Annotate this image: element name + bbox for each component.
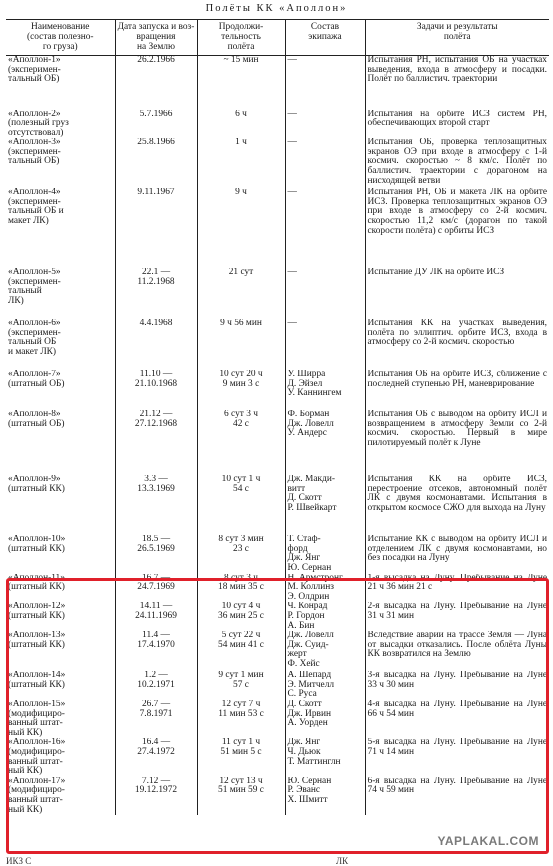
flight-duration: 57 с — [233, 679, 249, 690]
flight-duration-cell — [197, 738, 285, 776]
crew-member: Ч. Дьюк — [287, 746, 321, 757]
table-row — [6, 138, 549, 188]
flight-name-cell — [6, 56, 115, 110]
crew-member: Ч. Конрад — [287, 602, 328, 612]
launch-date: 4.4.1968 — [139, 319, 173, 329]
flight-tasks-cell — [365, 56, 549, 110]
crew-member-cell — [285, 777, 365, 815]
flight-name: тальный — [8, 286, 42, 297]
flight-tasks-cell — [365, 188, 549, 268]
crew-member: Э. Митчелл — [287, 679, 335, 690]
table-row — [6, 535, 549, 573]
flight-name-cell — [6, 319, 115, 370]
crew-member: — — [287, 55, 297, 65]
header-date — [115, 20, 197, 56]
crew-member-cell — [285, 700, 365, 738]
flight-duration-cell — [197, 602, 285, 631]
launch-date: 11.2.1968 — [137, 276, 175, 287]
flight-name: тальный ОБ) — [8, 74, 60, 85]
flight-name: (штатный ОБ) — [8, 418, 65, 429]
table-row — [6, 602, 549, 631]
flight-tasks: 3-я высадка на Луну. Пребывание на Луне 33 ч 30 мин — [367, 671, 547, 690]
crew-member-cell — [285, 56, 365, 110]
flight-duration-cell — [197, 574, 285, 603]
launch-date: 19.12.1972 — [134, 785, 178, 796]
launch-date: 16.7 — — [141, 573, 171, 583]
flight-duration: 42 с — [233, 418, 249, 429]
flight-name: ванный штат- — [8, 718, 63, 729]
flight-name-cell — [6, 738, 115, 776]
flight-name: (штатный КК) — [8, 543, 65, 554]
table-row — [6, 56, 549, 110]
flight-duration: 11 сут 1 ч — [221, 738, 261, 748]
header-date-line: Дата запуска и воз- — [117, 22, 195, 32]
crew-member: Р. Швейкарт — [287, 503, 337, 514]
flight-name: «Аполлон-10» — [8, 535, 66, 545]
flight-name: «Аполлон-2» — [8, 109, 61, 119]
crew-member-cell — [285, 188, 365, 268]
crew-member: Дж. Янг — [287, 738, 321, 748]
flight-tasks-cell — [365, 535, 549, 573]
flight-name: ный КК) — [8, 766, 43, 777]
flight-name: «Аполлон-13» — [8, 631, 66, 641]
crew-member: Ф. Хейс — [287, 659, 320, 669]
launch-date-cell — [115, 574, 197, 603]
flight-duration-cell — [197, 138, 285, 188]
flight-name: (эксперимен- — [8, 146, 61, 157]
table-row — [6, 475, 549, 535]
crew-member: Дж. Янг — [287, 553, 321, 564]
crew-member: У. Ширра — [287, 370, 326, 380]
flight-duration: 9 мин 3 с — [222, 378, 260, 389]
flight-name-cell — [6, 700, 115, 738]
header-name-line: (состав полезно- — [26, 32, 94, 42]
flight-name: «Аполлон-1» — [8, 55, 61, 65]
flight-name-cell — [6, 138, 115, 188]
crew-member: А. Шепард — [287, 671, 332, 681]
header-crew-line: экипажа — [308, 32, 342, 42]
flight-duration: ~ 15 мин — [223, 55, 259, 65]
flight-name: «Аполлон-9» — [8, 475, 61, 485]
launch-date: 1.2 — — [144, 671, 168, 681]
crew-member: Т. Стаф- — [287, 535, 321, 545]
crew-member: Дж. Суид- — [287, 639, 329, 650]
crew-member-cell — [285, 110, 365, 139]
flight-duration: 36 мин 25 с — [218, 611, 264, 622]
flight-duration: 51 мин 5 с — [220, 746, 262, 757]
flight-name: (штатный КК) — [8, 483, 65, 494]
launch-date: 26.2.1966 — [137, 55, 175, 65]
flight-name: (эксперимен- — [8, 64, 61, 75]
crew-member: А. Бин — [287, 620, 315, 631]
table-row — [6, 738, 549, 776]
header-crew — [285, 20, 365, 56]
flight-duration: 9 сут 1 мин — [218, 671, 264, 681]
flight-name: ванный штат- — [8, 794, 63, 805]
flight-tasks: Вследствие аварии на трассе Земля — Луна от высадки отказались. После облёта Луны КК возвратился на Землю — [367, 631, 547, 660]
flight-name: ЛК) — [8, 296, 24, 307]
flight-name: (модифициро- — [8, 746, 65, 757]
launch-date-cell — [115, 56, 197, 110]
launch-date: 26.5.1969 — [137, 543, 175, 554]
flight-duration: 10 сут 1 ч — [221, 475, 261, 485]
header-tasks-line: Задачи и результаты — [416, 22, 498, 32]
flight-name: «Аполлон-8» — [8, 410, 61, 420]
crew-member-cell — [285, 535, 365, 573]
flight-duration: 11 мин 53 с — [218, 708, 264, 719]
flight-duration: 12 сут 13 ч — [219, 776, 263, 786]
crew-member: Д. Скотт — [287, 700, 322, 709]
flight-tasks-cell — [365, 268, 549, 319]
table-row — [6, 574, 549, 603]
crew-member: Д. Эйзел — [287, 378, 323, 389]
flight-tasks-cell — [365, 631, 549, 671]
crew-member-cell — [285, 370, 365, 410]
flight-tasks: 5-я высадка на Луну. Пребывание на Луне 71 ч 14 мин — [367, 738, 547, 757]
flight-name-cell — [6, 535, 115, 573]
launch-date: 7.12 — — [141, 776, 171, 786]
flight-tasks-cell — [365, 319, 549, 370]
crew-member: Ю. Сернан — [287, 776, 332, 786]
flight-duration: 54 с — [233, 483, 249, 494]
flight-name: (штатный КК) — [8, 582, 65, 593]
flight-name: «Аполлон-15» — [8, 700, 66, 709]
flight-name: «Аполлон-17» — [8, 776, 66, 786]
flight-duration-cell — [197, 268, 285, 319]
header-tasks — [365, 20, 549, 56]
flight-name: (штатный ОБ) — [8, 378, 65, 389]
crew-member: У. Андерс — [287, 428, 327, 439]
launch-date-cell — [115, 319, 197, 370]
table-row — [6, 370, 549, 410]
crew-member: Э. Олдрин — [287, 591, 330, 602]
launch-date-cell — [115, 602, 197, 631]
launch-date-cell — [115, 777, 197, 815]
flight-name: «Аполлон-4» — [8, 188, 61, 198]
crew-member: — — [287, 319, 297, 329]
table-row — [6, 188, 549, 268]
header-duration — [197, 20, 285, 56]
header-duration-line: Продолжи- — [218, 22, 264, 32]
header-duration-line: полёта — [227, 42, 255, 52]
flight-name: «Аполлон-6» — [8, 319, 61, 329]
footer-right: ЛК — [336, 856, 349, 866]
launch-date-cell — [115, 370, 197, 410]
flight-name-cell — [6, 110, 115, 139]
launch-date-cell — [115, 535, 197, 573]
launch-date: 27.12.1968 — [134, 418, 178, 429]
flight-name: отсутствовал) — [8, 127, 64, 138]
flight-tasks: Испытания ОБ на орбите ИСЗ, сближение с последней ступенью РН, маневрирование — [367, 370, 547, 389]
flight-tasks-cell — [365, 475, 549, 535]
table-row — [6, 631, 549, 671]
table-row — [6, 268, 549, 319]
launch-date-cell — [115, 671, 197, 700]
flight-name-cell — [6, 631, 115, 671]
flight-tasks-cell — [365, 138, 549, 188]
flight-duration: 1 ч — [235, 138, 247, 148]
header-duration-line: тельность — [221, 32, 261, 42]
flight-duration-cell — [197, 319, 285, 370]
flight-name: (модифициро- — [8, 785, 65, 796]
launch-date-cell — [115, 700, 197, 738]
flight-name-cell — [6, 777, 115, 815]
flight-tasks: 1-я высадка на Луну. Пребывание на Луне 21 ч 36 мин 21 с — [367, 573, 547, 593]
flight-tasks-cell — [365, 777, 549, 815]
crew-member: А. Уорден — [287, 718, 328, 729]
flight-duration-cell — [197, 777, 285, 815]
flight-duration: 10 сут 20 ч — [219, 370, 263, 380]
crew-member-cell — [285, 738, 365, 776]
flight-tasks-cell — [365, 700, 549, 738]
flight-duration: 6 ч — [235, 109, 247, 119]
header-date-line: на Землю — [137, 42, 175, 52]
flight-tasks: Испытания КК на участках выведения, полёта по эллиптич. орбите ИСЗ, входа в атмосферу со 2-й космич. скоростью — [367, 319, 547, 348]
flight-duration-cell — [197, 671, 285, 700]
flight-name: ванный штат- — [8, 756, 63, 767]
launch-date-cell — [115, 110, 197, 139]
crew-member: витт — [287, 483, 306, 494]
crew-member: Дж. Макди- — [287, 475, 336, 485]
crew-member: Т. Маттинглн — [287, 756, 341, 767]
flight-tasks: Испытания РН, испытания ОБ на участках выведения, входа в атмосферу и посадки. Полёт по баллистич. траектории — [367, 55, 547, 85]
flight-name-cell — [6, 370, 115, 410]
flight-duration: 5 сут 22 ч — [221, 631, 261, 641]
flight-tasks: Испытания РН, ОБ и макета ЛК на орбите ИСЗ. Проверка теплозащитных экранов ОЭ при входе в атмосферу со 2-й космич. скоростью 11,2 км/с (дорагон по такой скорости полёта) с орбиты ИСЗ — [367, 188, 547, 236]
crew-member: — — [287, 188, 297, 198]
footer-left: ИКЗ С — [6, 856, 32, 866]
crew-member-cell — [285, 602, 365, 631]
flight-duration: 23 с — [233, 543, 249, 554]
header-name-line: Наименование — [31, 22, 90, 32]
flight-name: макет ЛК) — [8, 216, 49, 227]
launch-date-cell — [115, 268, 197, 319]
flight-name: ный КК) — [8, 727, 43, 738]
crew-member: — — [287, 109, 297, 119]
launch-date: 21.12 — — [139, 410, 173, 420]
flight-name: (штатный КК) — [8, 639, 65, 650]
launch-date: 21.10.1968 — [134, 378, 178, 389]
flight-name: (полезный груз — [8, 118, 69, 129]
crew-member: Р. Эванс — [287, 785, 321, 796]
crew-member: жерт — [287, 649, 307, 660]
crew-member: форд — [287, 543, 308, 554]
table-row — [6, 319, 549, 370]
crew-member: Х. Шмитт — [287, 794, 328, 805]
flight-name: «Аполлон-5» — [8, 268, 61, 278]
flight-duration: 18 мин 35 с — [218, 582, 264, 593]
flight-name: «Аполлон-12» — [8, 602, 66, 612]
flight-tasks: Испытания ОБ, проверка теплозащитных экранов ОЭ при входе в атмосферу с 1-й космич. скоростью ~ 8 км/с. Полёт по баллистич. траектории с дорагоном на нисходящей ветви — [367, 138, 547, 186]
crew-member: Ф. Борман — [287, 410, 330, 420]
flight-duration-cell — [197, 370, 285, 410]
launch-date: 3.3 — — [144, 475, 168, 485]
flight-name: тальный ОБ — [8, 337, 57, 348]
launch-date: 16.4 — — [141, 738, 171, 748]
header-name — [6, 20, 115, 56]
page-title: Полёты КК «Аполлон» — [205, 3, 348, 14]
crew-member: Н. Армстронг — [287, 573, 343, 583]
flight-tasks: 6-я высадка на Луну. Пребывание на Луне 74 ч 59 мин — [367, 776, 547, 796]
table-header-row — [6, 20, 549, 56]
flight-tasks-cell — [365, 738, 549, 776]
launch-date: 18.5 — — [141, 535, 171, 545]
flight-duration: 6 сут 3 ч — [224, 410, 258, 420]
launch-date: 11.4 — — [142, 631, 170, 641]
crew-member-cell — [285, 475, 365, 535]
flight-duration: 51 мин 59 с — [218, 785, 264, 796]
flight-tasks: Испытания на орбите ИСЗ систем РН, обеспечивающих второй старт — [367, 109, 547, 129]
launch-date-cell — [115, 138, 197, 188]
flight-name: ный КК) — [8, 804, 43, 815]
flight-name: тальный ОБ) — [8, 156, 60, 167]
table-body — [6, 56, 549, 816]
flight-duration-cell — [197, 56, 285, 110]
flight-name: (модифициро- — [8, 708, 65, 719]
launch-date: 5.7.1966 — [139, 109, 173, 119]
flight-name: «Аполлон-11» — [8, 573, 65, 583]
launch-date-cell — [115, 410, 197, 475]
apollo-flights-table — [6, 19, 549, 815]
crew-member: М. Коллинз — [287, 582, 334, 593]
flight-name-cell — [6, 268, 115, 319]
launch-date-cell — [115, 188, 197, 268]
flight-name: (эксперимен- — [8, 276, 61, 287]
launch-date: 24.11.1969 — [135, 611, 177, 622]
flight-tasks: Испытания ОБ с выводом на орбиту ИСЛ и возвращением в атмосферу Земли со 2-й космич. скоростью. Первый в мире пилотируемый полёт к Луне — [367, 410, 547, 449]
crew-member: Ю. Сернан — [287, 563, 332, 574]
crew-member-cell — [285, 574, 365, 603]
flight-duration: 9 ч 56 мин — [220, 319, 262, 329]
flight-name: (эксперимен- — [8, 327, 61, 338]
crew-member-cell — [285, 631, 365, 671]
launch-date: 17.4.1970 — [137, 639, 175, 650]
crew-member-cell — [285, 410, 365, 475]
launch-date-cell — [115, 475, 197, 535]
flight-name-cell — [6, 188, 115, 268]
flight-name: (штатный КК) — [8, 679, 65, 690]
flight-name: и макет ЛК) — [8, 347, 57, 358]
table-row — [6, 410, 549, 475]
crew-member-cell — [285, 138, 365, 188]
crew-member: Дж. Ловелл — [287, 631, 334, 641]
crew-member: У. Каннингем — [287, 388, 342, 399]
flight-tasks: 2-я высадка на Луну. Пребывание на Луне 31 ч 31 мин — [367, 602, 547, 622]
header-name-line: го груза) — [42, 42, 78, 52]
flight-tasks-cell — [365, 671, 549, 700]
flight-name-cell — [6, 410, 115, 475]
watermark: YAPLAKAL.COM — [437, 834, 539, 848]
crew-member: Д. Скотт — [287, 493, 322, 504]
flight-duration: 12 сут 7 ч — [221, 700, 261, 709]
crew-member: — — [287, 268, 297, 278]
table-row — [6, 700, 549, 738]
launch-date: 26.7 — — [141, 700, 171, 709]
flight-name: (штатный КК) — [8, 611, 65, 622]
launch-date-cell — [115, 631, 197, 671]
launch-date: 22.1 — — [141, 268, 171, 278]
flight-duration: 21 сут — [228, 268, 254, 278]
flight-duration-cell — [197, 535, 285, 573]
flight-duration-cell — [197, 410, 285, 475]
header-tasks-line: полёта — [443, 32, 471, 42]
flight-name-cell — [6, 574, 115, 603]
flight-duration-cell — [197, 475, 285, 535]
flight-tasks: 4-я высадка на Луну. Пребывание на Луне 66 ч 54 мин — [367, 700, 547, 719]
crew-member: Дж. Ловелл — [287, 418, 334, 429]
flight-duration: 54 мин 41 с — [218, 639, 264, 650]
launch-date: 10.2.1971 — [137, 679, 175, 690]
launch-date: 14.11 — — [139, 602, 173, 612]
flight-tasks-cell — [365, 110, 549, 139]
launch-date: 13.3.1969 — [137, 483, 175, 494]
flight-tasks-cell — [365, 574, 549, 603]
table-row — [6, 671, 549, 700]
flight-duration-cell — [197, 700, 285, 738]
header-crew-line: Состав — [310, 22, 340, 32]
flight-name: тальный ОБ и — [8, 206, 64, 217]
flight-name-cell — [6, 475, 115, 535]
flight-name: «Аполлон-3» — [8, 138, 61, 148]
launch-date: 11.10 — — [139, 370, 173, 380]
header-date-line: вращения — [136, 32, 176, 42]
flight-name: «Аполлон-16» — [8, 738, 66, 748]
crew-member-cell — [285, 319, 365, 370]
crew-member: Р. Гордон — [287, 611, 325, 622]
flight-name-cell — [6, 602, 115, 631]
flight-duration: 8 сут 3 мин — [218, 535, 264, 545]
flight-name: «Аполлон-14» — [8, 671, 66, 681]
crew-member: — — [287, 138, 297, 148]
flight-duration: 8 сут 3 ч — [224, 573, 258, 583]
flight-name-cell — [6, 671, 115, 700]
launch-date-cell — [115, 738, 197, 776]
launch-date: 24.7.1969 — [137, 582, 175, 593]
launch-date: 9.11.1967 — [137, 188, 175, 198]
launch-date: 7.8.1971 — [139, 708, 173, 719]
table-row — [6, 110, 549, 139]
flight-tasks: Испытание ДУ ЛК на орбите ИСЗ — [367, 268, 505, 278]
flight-duration: 10 сут 4 ч — [221, 602, 261, 612]
flight-name: (эксперимен- — [8, 196, 61, 207]
launch-date: 25.8.1966 — [137, 138, 175, 148]
crew-member: Дж. Ирвин — [287, 708, 331, 719]
crew-member-cell — [285, 671, 365, 700]
flight-tasks-cell — [365, 602, 549, 631]
table-row — [6, 777, 549, 815]
flight-duration-cell — [197, 188, 285, 268]
crew-member-cell — [285, 268, 365, 319]
flight-tasks: Испытание КК с выводом на орбиту ИСЛ и отделением ЛК с двумя космонавтами, но без посадки на Луну — [367, 535, 547, 564]
flight-tasks: Испытания КК на орбите ИСЗ, перестроение отсеков, автономный полёт ЛК с двумя космонавтами. Испытания в открытом космосе СЖО для выхода на Луну — [367, 475, 547, 514]
flight-tasks-cell — [365, 370, 549, 410]
launch-date: 27.4.1972 — [137, 746, 175, 757]
flight-tasks-cell — [365, 410, 549, 475]
flight-duration: 9 ч — [235, 188, 247, 198]
flight-duration-cell — [197, 110, 285, 139]
crew-member: С. Руса — [287, 689, 317, 700]
flight-duration-cell — [197, 631, 285, 671]
flight-name: «Аполлон-7» — [8, 370, 61, 380]
